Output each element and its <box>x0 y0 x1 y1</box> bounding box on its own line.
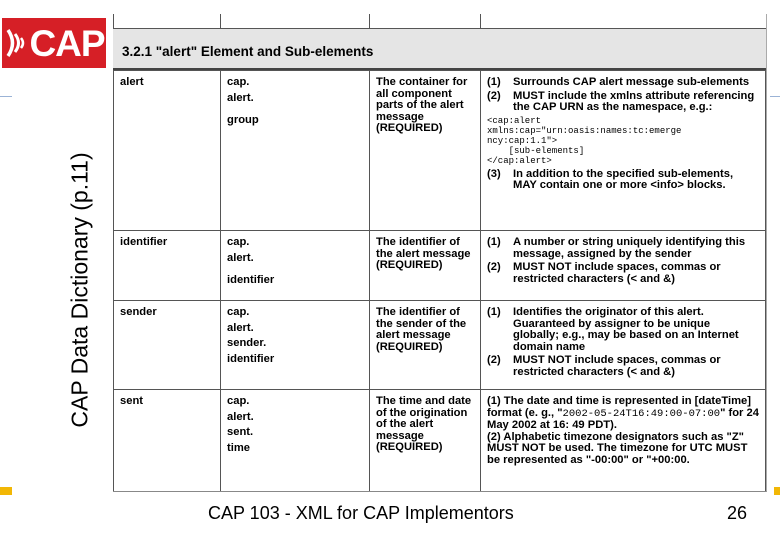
decor-mark-left <box>0 487 12 495</box>
element-description: The identifier of the alert message (REQUIRED) <box>370 231 481 301</box>
element-description: The container for all component parts of the alert message (REQUIRED) <box>370 71 481 231</box>
table-row <box>114 231 766 301</box>
spec-document <box>113 14 767 492</box>
table-row <box>114 390 766 493</box>
logo-text: CAP <box>29 22 105 64</box>
decor-line-left <box>0 96 12 97</box>
table-row <box>114 301 766 390</box>
element-name: alert <box>114 71 221 231</box>
cap-logo <box>2 18 106 68</box>
element-notes: (1) A number or string uniquely identifying this message, assigned by the sender (2) MUST NOT include spaces, commas or restricted characters (< and &) <box>481 231 766 301</box>
element-name: identifier <box>114 231 221 301</box>
signal-waves-icon <box>3 26 27 60</box>
element-path: cap. alert. sender. identifier <box>221 301 370 390</box>
page-number: 26 <box>727 503 748 523</box>
element-name: sender <box>114 301 221 390</box>
namespace-code-sample: <cap:alert xmlns:cap="urn:oasis:names:tc:emerge ncy:cap:1.1"> [sub-elements] </cap:alert> <box>487 115 682 166</box>
element-path: cap. alert. identifier <box>221 231 370 301</box>
element-path: cap. alert. group <box>221 71 370 231</box>
element-path: cap. alert. sent. time <box>221 390 370 493</box>
table-row <box>114 71 766 231</box>
side-title: CAP Data Dictionary (p.11) <box>66 152 93 428</box>
decor-mark-right <box>774 487 780 495</box>
element-notes: (1) Surrounds CAP alert message sub-elements (2) MUST include the xmlns attribute referencing the CAP URN as the namespace, e.g.: <cap:alert xmlns:cap="urn:oasis:names:tc:emerge ncy:cap:1.1"> [sub-elements] </cap:alert> (3) In addition to the specified sub-elements, MAY contain one or more <info> blocks. <box>481 71 766 231</box>
element-description: The identifier of the sender of the alert message (REQUIRED) <box>370 301 481 390</box>
decor-line-right <box>770 96 780 97</box>
datetime-example: 2002-05-24T16:49:00-07:00 <box>562 407 721 420</box>
element-notes: (1) Identifies the originator of this alert. Guaranteed by assigner to be unique globally; e.g., may be based on an Internet domain name (2) MUST NOT include spaces, commas or restricted characters (< and &) <box>481 301 766 390</box>
section-heading: 3.2.1 "alert" Element and Sub-elements <box>113 28 766 70</box>
previous-table-edge <box>113 14 766 28</box>
element-description: The time and date of the origination of the alert message (REQUIRED) <box>370 390 481 493</box>
footer-title: CAP 103 - XML for CAP Implementors <box>208 503 514 523</box>
element-notes: (1) The date and time is represented in [dateTime] format (e. g., "2002-05-24T16:49:00-07:00" for 24 May 2002 at 16: 49 PDT). (2) Alphabetic timezone designators such as "Z" MUST NOT be used. The timezone for UTC MUST be represented as "-00:00" or "+00:00. <box>481 390 766 493</box>
element-table <box>113 70 766 492</box>
element-name: sent <box>114 390 221 493</box>
